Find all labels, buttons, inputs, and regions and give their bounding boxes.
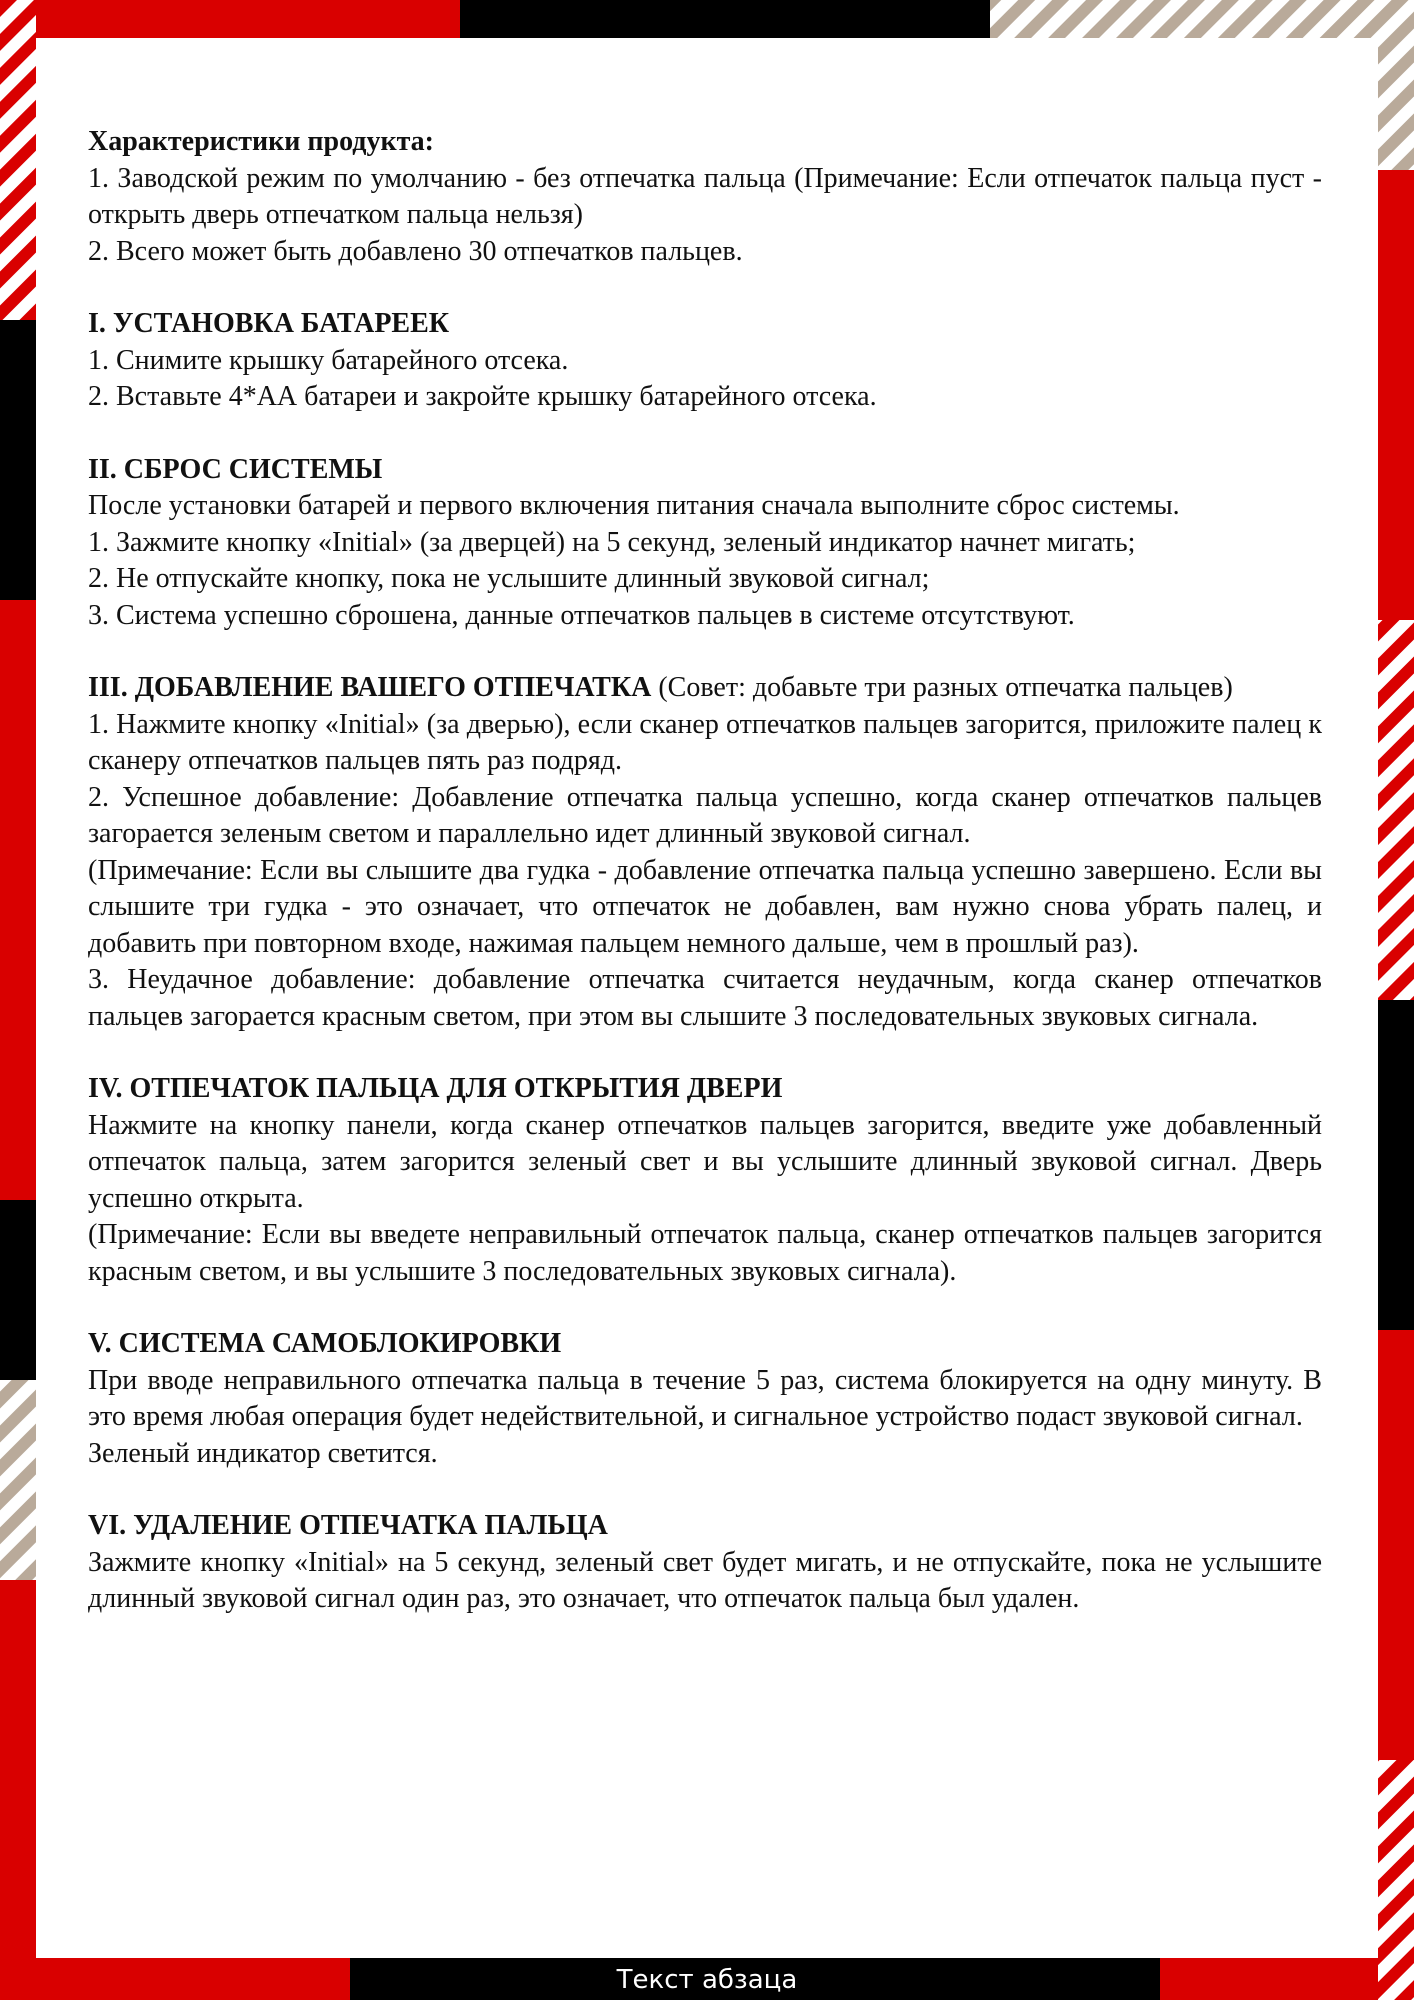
section-open-door [88, 1071, 1322, 1290]
section-battery [88, 306, 1322, 416]
intro-item: 2. Всего может быть добавлено 30 отпечатков пальцев. [88, 235, 743, 267]
intro-section [88, 124, 1322, 270]
section-paragraph: 1. Нажмите кнопку «Initial» (за дверью), если сканер отпечатков пальцев загорится, приложите палец к сканеру отпечатков пальцев пять раз подряд. [88, 708, 1322, 776]
section-self-lock [88, 1326, 1322, 1472]
section-delete-fingerprint [88, 1508, 1322, 1618]
section-paragraph: При вводе неправильного отпечатка пальца в течение 5 раз, система блокируется на одну минуту. В это время любая операция будет недействительной, и сигнальное устройство подаст звуковой сигнал. [88, 1364, 1322, 1432]
red-shape-top-left [0, 0, 460, 38]
section-paragraph: Зажмите кнопку «Initial» на 5 секунд, зеленый свет будет мигать, и не отпускайте, пока не услышите длинный звуковой сигнал один раз, это означает, что отпечаток пальца был удален. [88, 1546, 1322, 1614]
section-reset [88, 452, 1322, 635]
section-paragraph: (Примечание: Если вы слышите два гудка - добавление отпечатка пальца успешно завершено. Если вы слышите три гудка - это означает, что отпечаток не добавлен, вам нужно снова убрать палец, и добавить при повторном входе, нажимая пальцем немного дальше, чем в прошлый раз). [88, 854, 1322, 959]
stripes-top-left [0, 0, 36, 320]
section-heading: IV. ОТПЕЧАТОК ПАЛЬЦА ДЛЯ ОТКРЫТИЯ ДВЕРИ [88, 1073, 783, 1104]
intro-title: Характеристики продукта: [88, 126, 435, 157]
red-shape-right-lower [1378, 1330, 1414, 1760]
stripes-top-right [990, 0, 1414, 38]
section-paragraph: Нажмите на кнопку панели, когда сканер отпечатков пальцев загорится, введите уже добавленный отпечаток пальца, затем загорится зеленый свет и вы услышите длинный звуковой сигнал. Дверь успешно открыта. [88, 1109, 1322, 1214]
section-paragraph: (Примечание: Если вы введете неправильный отпечаток пальца, сканер отпечатков пальцев загорится красным светом, и вы услышите 3 последовательных звуковых сигнала). [88, 1219, 1322, 1287]
section-heading: I. УСТАНОВКА БАТАРЕЕК [88, 308, 450, 339]
section-add-fingerprint [88, 670, 1322, 1035]
section-paragraph: 2. Вставьте 4*АА батареи и закройте крышку батарейного отсека. [88, 381, 877, 412]
section-heading: II. СБРОС СИСТЕМЫ [88, 453, 383, 485]
section-paragraph: После установки батарей и первого включения питания сначала выполните сброс системы. [88, 490, 1180, 521]
stripes-left-lower [0, 1380, 36, 1580]
stripes-right-top [1378, 0, 1414, 170]
red-shape-right [1378, 170, 1414, 620]
section-heading-line [88, 670, 1322, 707]
section-paragraph: 3. Неудачное добавление: добавление отпечатка считается неудачным, когда сканер отпечатков пальцев загорается красным светом, при этом вы слышите 3 последовательных звуковых сигнала. [88, 964, 1322, 1032]
red-shape-left [0, 600, 36, 1200]
section-heading: V. СИСТЕМА САМОБЛОКИРОВКИ [88, 1328, 562, 1359]
section-paragraph: 1. Зажмите кнопку «Initial» (за дверцей) на 5 секунд, зеленый индикатор начнет мигать; [88, 526, 1136, 558]
section-paragraph: 2. Не отпускайте кнопку, пока не услышите длинный звуковой сигнал; [88, 563, 930, 594]
section-paragraph: 2. Успешное добавление: Добавление отпечатка пальца успешно, когда сканер отпечатков пальцев загорается зеленым светом и параллельно идет длинный звуковой сигнал. [88, 781, 1322, 849]
section-paragraph: 3. Система успешно сброшена, данные отпечатков пальцев в системе отсутствуют. [88, 599, 1075, 631]
section-paragraph: Зеленый индикатор светится. [88, 1437, 438, 1469]
section-heading-note: (Совет: добавьте три разных отпечатка пальцев) [651, 672, 1233, 703]
document-page [36, 38, 1378, 1958]
section-heading: III. ДОБАВЛЕНИЕ ВАШЕГО ОТПЕЧАТКА [88, 672, 652, 703]
intro-item: 1. Заводской режим по умолчанию - без отпечатка пальца (Примечание: Если отпечаток пальца пуст - открыть дверь отпечатком пальца нельзя) [88, 162, 1322, 230]
section-heading: VI. УДАЛЕНИЕ ОТПЕЧАТКА ПАЛЬЦА [88, 1510, 608, 1541]
section-paragraph: 1. Снимите крышку батарейного отсека. [88, 344, 569, 376]
paragraph-text-label[interactable]: Текст абзаца [616, 1965, 798, 1995]
stripes-right-mid [1378, 620, 1414, 1000]
